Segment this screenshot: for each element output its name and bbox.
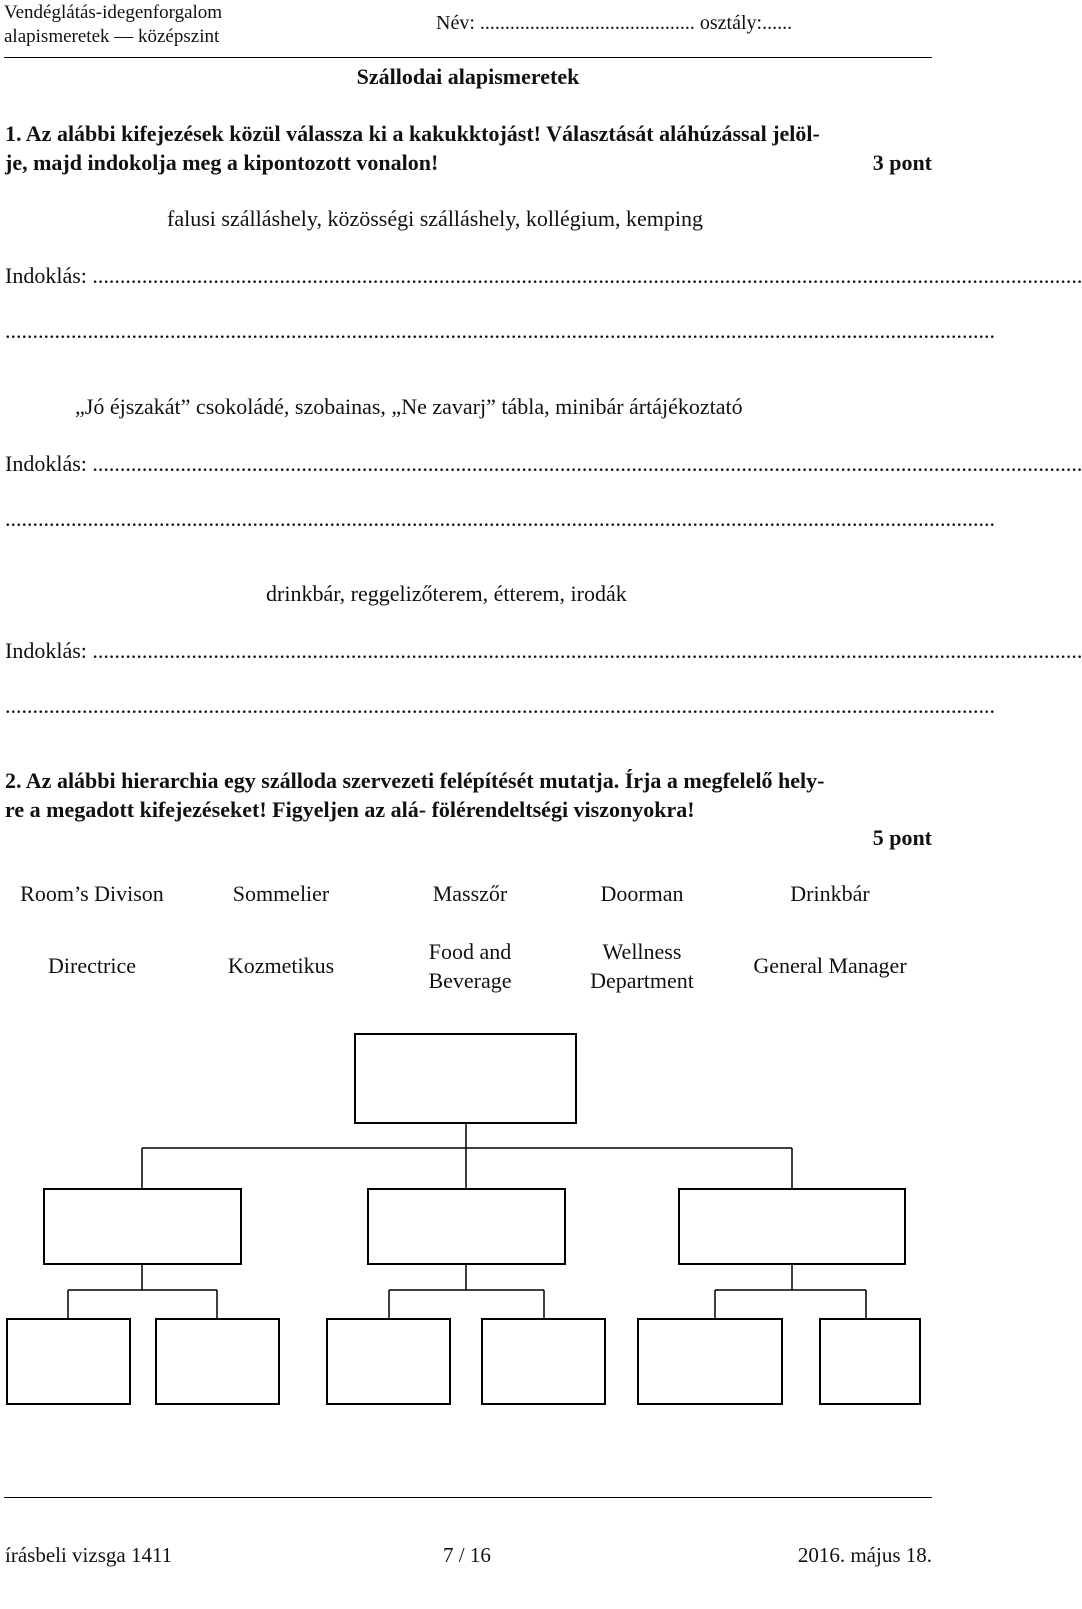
task2-instruction-line2: re a megadott kifejezéseket! Figyeljen az alá- fölérendeltségi viszonyokra! [5,797,695,822]
term-sommelier: Sommelier [232,881,330,906]
subject-title-line1: Vendéglátás-idegenforgalom [4,2,223,23]
term-rooms-division: Room’s Divison [20,881,164,906]
org-box-level3-5[interactable] [637,1318,783,1405]
org-box-level2-right[interactable] [678,1188,906,1265]
footer-exam-code: írásbeli vizsga 1411 [5,1543,173,1567]
task1-instruction-line1: 1. Az alábbi kifejezések közül válassza ki a kakukktojást! Választását aláhúzással jelöl- [5,121,820,146]
reason-label: Indoklás: [5,263,93,288]
term-directrice: Directrice [48,953,136,978]
task1-item3-reason-line2[interactable]: .................................................................................................................................................................................... [5,693,995,718]
dotted-line: .................................................................................................................................................................................... [92,263,1082,288]
section-title: Szállodai alapismeretek [356,64,580,89]
dotted-line: .................................................................................................................................................................................... [92,638,1082,663]
reason-label: Indoklás: [5,451,93,476]
task1-item1-terms: falusi szálláshely, közösségi szálláshely, kollégium, kemping [167,206,704,231]
reason-label: Indoklás: [5,638,93,663]
task1-item1-reason-line2[interactable]: .................................................................................................................................................................................... [5,318,995,343]
org-box-level3-2[interactable] [155,1318,280,1405]
org-box-level2-middle[interactable] [367,1188,566,1265]
term-wellness-department: Wellness Department [590,939,694,993]
task1-points: 3 pont [872,150,932,175]
term-general-manager: General Manager [753,953,907,978]
org-box-level3-4[interactable] [481,1318,606,1405]
org-box-level3-3[interactable] [326,1318,451,1405]
footer-date: 2016. május 18. [797,1543,932,1567]
task2-points: 5 pont [872,825,932,850]
name-class-field: Név: ........................................... osztály:...... [436,12,793,34]
task1-item3-terms: drinkbár, reggelizőterem, étterem, irodák [266,581,627,606]
subject-title-line2: alapismeretek — középszint [4,26,220,47]
term-food-and-beverage: Food and Beverage [428,939,512,993]
task1-instruction-line2: je, majd indokolja meg a kipontozott vonalon! [5,150,439,175]
task2-instruction-line1: 2. Az alábbi hierarchia egy szálloda szervezeti felépítését mutatja. Írja a megfelelő hely- [5,768,825,793]
footer-page-number: 7 / 16 [443,1543,491,1567]
term-masszor: Masszőr [432,881,508,906]
term-doorman: Doorman [600,881,684,906]
task1-item2-terms: „Jó éjszakát” csokoládé, szobainas, „Ne zavarj” tábla, minibár ártájékoztató [75,394,743,419]
org-box-level3-1[interactable] [6,1318,131,1405]
footer-rule [4,1497,932,1498]
term-kozmetikus: Kozmetikus [227,953,335,978]
term-drinkbar: Drinkbár [790,881,870,906]
org-box-top-general[interactable] [354,1033,577,1124]
task1-item2-reason-line2[interactable]: .................................................................................................................................................................................... [5,506,995,531]
dotted-line: .................................................................................................................................................................................... [92,451,1082,476]
org-box-level2-left[interactable] [43,1188,242,1265]
org-box-level3-6[interactable] [819,1318,921,1405]
